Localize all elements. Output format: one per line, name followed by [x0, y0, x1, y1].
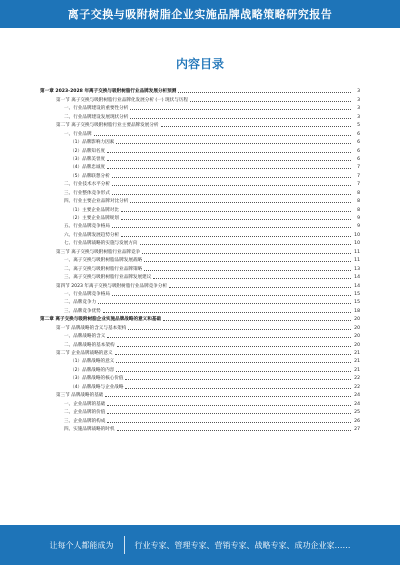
toc-leader-dots: [94, 134, 351, 136]
toc-entry[interactable]: [40, 289, 360, 297]
toc-entry[interactable]: [40, 314, 360, 322]
toc-entry-label: 第一章 2023-2028 年离子交换与吸附树脂行业品牌发展分析预测: [40, 89, 177, 95]
toc-entry-page: 21: [354, 359, 360, 365]
footer-slogan-left: 让每个人都能成为: [49, 540, 114, 550]
toc-entry-page: 10: [354, 232, 360, 238]
toc-entry-page: 14: [354, 283, 360, 289]
toc-entry[interactable]: [40, 238, 360, 246]
toc-leader-dots: [121, 218, 351, 220]
toc-leader-dots: [112, 226, 351, 228]
toc-entry-label: （2）品牌战略的内容: [70, 367, 115, 373]
toc-entry-page: 7: [357, 165, 360, 171]
toc-entry[interactable]: [40, 170, 360, 178]
toc-entry-label: 一、行业品牌: [64, 131, 92, 137]
toc-entry[interactable]: [40, 348, 360, 356]
toc-entry-page: 18: [354, 308, 360, 314]
toc-leader-dots: [112, 294, 351, 296]
toc-leader-dots: [107, 421, 351, 423]
toc-leader-dots: [142, 252, 351, 254]
toc-entry-label: 三、离子交换与吸附树脂行业品牌发展建议: [64, 275, 152, 281]
toc-entry[interactable]: [40, 86, 360, 94]
toc-entry-label: （4）品牌忠诚度: [70, 165, 106, 171]
toc-leader-dots: [107, 167, 351, 169]
toc-entry-page: 6: [357, 148, 360, 154]
toc-entry-label: 第二章 离子交换与吸附树脂企业实施品牌战略的意义和基础: [40, 317, 162, 323]
toc-entry[interactable]: [40, 356, 360, 364]
toc-entry[interactable]: [40, 331, 360, 339]
page-header: [0, 0, 400, 28]
toc-leader-dots: [144, 269, 351, 271]
toc-entry-label: 第四节 2023 年离子交换与吸附树脂行业品牌竞争分析: [56, 283, 168, 289]
toc-entry-label: 一、品牌战略的含义: [64, 334, 106, 340]
toc-leader-dots: [130, 201, 351, 203]
toc-leader-dots: [130, 117, 351, 119]
toc-leader-dots: [178, 91, 351, 93]
toc-entry[interactable]: [40, 187, 360, 195]
toc-entry[interactable]: [40, 229, 360, 237]
toc-leader-dots: [112, 184, 351, 186]
toc-entry-label: 三、行业整体竞争形式: [64, 190, 110, 196]
toc-entry-label: 二、品牌战略的基本架构: [64, 342, 115, 348]
toc-entry-label: 二、企业品牌的价值: [64, 410, 106, 416]
toc-entry-page: 10: [354, 241, 360, 247]
toc-leader-dots: [105, 395, 351, 397]
toc-leader-dots: [103, 311, 351, 313]
toc-entry-page: 24: [354, 393, 360, 399]
toc-entry-page: 22: [354, 376, 360, 382]
toc-entry-page: 3: [357, 97, 360, 103]
toc-entry-page: 20: [354, 342, 360, 348]
toc-entry-label: 一、行业品牌建设的重要性分析: [64, 106, 129, 112]
toc-entry[interactable]: [40, 204, 360, 212]
toc-entry[interactable]: [40, 120, 360, 128]
toc-entry-label: （3）品牌美誉度: [70, 156, 106, 162]
toc-entry-page: 6: [357, 140, 360, 146]
toc-leader-dots: [116, 370, 351, 372]
toc-leader-dots: [112, 176, 351, 178]
toc-entry[interactable]: [40, 103, 360, 111]
toc-entry-page: 6: [357, 156, 360, 162]
toc-entry-label: （2）主要企业品牌规划: [70, 216, 119, 221]
toc-entry-label: 一、离子交换与吸附树脂品牌发展战略: [64, 258, 143, 264]
toc-entry[interactable]: [40, 137, 360, 145]
toc-entry-page: 15: [354, 291, 360, 297]
toc-entry-page: 14: [354, 275, 360, 281]
toc-leader-dots: [144, 260, 351, 262]
toc-entry-page: 21: [354, 367, 360, 373]
toc-entry-page: 6: [357, 131, 360, 137]
toc-leader-dots: [125, 378, 351, 380]
toc-entry[interactable]: [40, 364, 360, 372]
toc-leader-dots: [107, 404, 351, 406]
toc-entry-page: 8: [357, 207, 360, 213]
toc-entry[interactable]: [40, 94, 360, 102]
toc-entry[interactable]: [40, 145, 360, 153]
toc-entry-page: 9: [357, 224, 360, 230]
toc-entry-label: 四、行业主要企业品牌对比分析: [64, 199, 129, 205]
toc-leader-dots: [116, 361, 351, 363]
toc-entry-page: 25: [354, 410, 360, 416]
toc-entry[interactable]: [40, 263, 360, 271]
toc-entry[interactable]: [40, 381, 360, 389]
toc-entry[interactable]: [40, 255, 360, 263]
toc-entry-page: 3: [357, 106, 360, 112]
toc-leader-dots: [121, 210, 351, 212]
toc-leader-dots: [169, 286, 351, 288]
toc-heading: 内容目录: [175, 57, 224, 71]
toc-entry[interactable]: [40, 280, 360, 288]
toc-entry-label: 三、企业品牌的构成: [64, 418, 106, 424]
toc-entry-page: 7: [357, 173, 360, 179]
toc-entry-page: 27: [354, 426, 360, 432]
toc-entry-label: 第二节 企业品牌战略的意义: [56, 351, 113, 356]
toc-entry-label: （1）品牌影响力因素: [70, 140, 115, 146]
page-footer: [0, 525, 400, 565]
toc-entry-label: （1）主要企业品牌对比: [70, 207, 119, 213]
toc-entry-page: 5: [357, 123, 360, 129]
toc-leader-dots: [107, 151, 351, 153]
toc-entry-label: 五、行业品牌竞争格局: [64, 224, 110, 230]
toc-entry-label: 第一节 品牌战略的含义与基本架构: [56, 325, 127, 331]
toc-entry-label: 四、实施品牌战略的时机: [64, 426, 115, 432]
toc-entry-page: 11: [354, 258, 360, 264]
toc-entry[interactable]: [40, 221, 360, 229]
toc-leader-dots: [190, 100, 351, 102]
toc-entry-label: （1）品牌战略的意义: [70, 359, 115, 365]
toc-leader-dots: [125, 387, 351, 389]
toc-entry-page: 26: [354, 418, 360, 424]
toc-entry[interactable]: [40, 162, 360, 170]
toc-entry-label: 第三节 品牌战略的基础: [56, 393, 104, 399]
toc-entry[interactable]: [40, 415, 360, 423]
toc-entry-label: （4）品牌战略与企业战略: [70, 384, 124, 390]
toc-entry[interactable]: [40, 213, 360, 221]
toc-entry-label: （3）品牌战略的核心价值: [70, 376, 124, 382]
toc-entry-label: 一、行业品牌竞争格局: [64, 291, 110, 297]
toc-entry[interactable]: [40, 339, 360, 347]
toc-leader-dots: [161, 125, 351, 127]
toc-entry[interactable]: [40, 154, 360, 162]
toc-entry[interactable]: [40, 196, 360, 204]
toc-entry-label: （2）品牌知名度: [70, 148, 106, 154]
report-title: 离子交换与吸附树脂企业实施品牌战略策略研究报告: [67, 8, 333, 21]
toc-entry-label: 第三节 离子交换与吸附树脂行业品牌竞争: [56, 249, 141, 255]
toc-leader-dots: [130, 108, 351, 110]
toc-entry-page: 22: [354, 384, 360, 390]
toc-entry-label: 六、行业品牌发展趋势分析: [64, 232, 120, 238]
toc-entry-page: 3: [357, 114, 360, 120]
toc-leader-dots: [107, 336, 351, 338]
toc-entry[interactable]: [40, 111, 360, 119]
toc-leader-dots: [140, 243, 351, 245]
toc-entry-page: 20: [354, 334, 360, 340]
toc-entry-page: 21: [354, 351, 360, 356]
toc-entry[interactable]: [40, 246, 360, 254]
table-of-contents: [40, 86, 360, 432]
toc-entry-page: 8: [357, 199, 360, 205]
toc-entry-page: 13: [354, 266, 360, 272]
toc-leader-dots: [112, 193, 351, 195]
toc-leader-dots: [121, 235, 351, 237]
toc-entry-label: 第一节 离子交换与吸附树脂行业品牌化发展分析 (一) 现状与历程: [56, 97, 188, 103]
toc-entry-label: 三、品牌竞争优势: [64, 308, 101, 314]
toc-leader-dots: [163, 319, 351, 321]
toc-entry[interactable]: [40, 305, 360, 313]
toc-leader-dots: [116, 142, 351, 144]
toc-entry-label: 二、行业技术水平分析: [64, 182, 110, 188]
toc-entry-label: 七、行业品牌战略的实施与发展方向: [64, 241, 138, 247]
toc-entry-page: 24: [354, 401, 360, 407]
toc-leader-dots: [153, 277, 351, 279]
toc-entry[interactable]: [40, 179, 360, 187]
toc-entry-page: 20: [354, 325, 360, 331]
toc-entry-page: 15: [354, 300, 360, 306]
toc-entry[interactable]: [40, 424, 360, 432]
toc-entry-page: 7: [357, 182, 360, 188]
toc-entry-label: 二、离子交换与吸附树脂行业品牌策略: [64, 266, 143, 272]
toc-entry[interactable]: [40, 398, 360, 406]
toc-entry[interactable]: [40, 128, 360, 136]
footer-slogan-right: 行业专家、管理专家、营销专家、战略专家、成功企业家……: [134, 540, 351, 550]
toc-entry[interactable]: [40, 407, 360, 415]
toc-leader-dots: [115, 353, 351, 355]
toc-entry-page: 3: [357, 89, 360, 95]
toc-leader-dots: [117, 429, 351, 431]
toc-entry-label: 第二节 离子交换与吸附树脂行业主要品牌发展分析: [56, 123, 159, 129]
toc-leader-dots: [128, 328, 351, 330]
toc-leader-dots: [107, 412, 351, 414]
toc-entry-label: （5）品牌联想分析: [70, 173, 110, 179]
toc-entry[interactable]: [40, 297, 360, 305]
toc-leader-dots: [117, 345, 351, 347]
toc-entry[interactable]: [40, 272, 360, 280]
toc-entry[interactable]: [40, 322, 360, 330]
toc-entry-label: 二、品牌竞争力: [64, 300, 97, 306]
footer-divider: [124, 536, 125, 554]
toc-entry[interactable]: [40, 373, 360, 381]
toc-entry[interactable]: [40, 390, 360, 398]
toc-entry-label: 一、企业品牌的基础: [64, 401, 106, 407]
toc-entry-label: 二、行业品牌建设发展现状分析: [64, 114, 129, 120]
toc-entry-page: 20: [354, 317, 360, 323]
toc-leader-dots: [107, 159, 351, 161]
toc-entry-page: 11: [354, 249, 360, 255]
toc-entry-page: 8: [357, 190, 360, 196]
toc-leader-dots: [98, 302, 351, 304]
toc-entry-page: 9: [357, 216, 360, 221]
